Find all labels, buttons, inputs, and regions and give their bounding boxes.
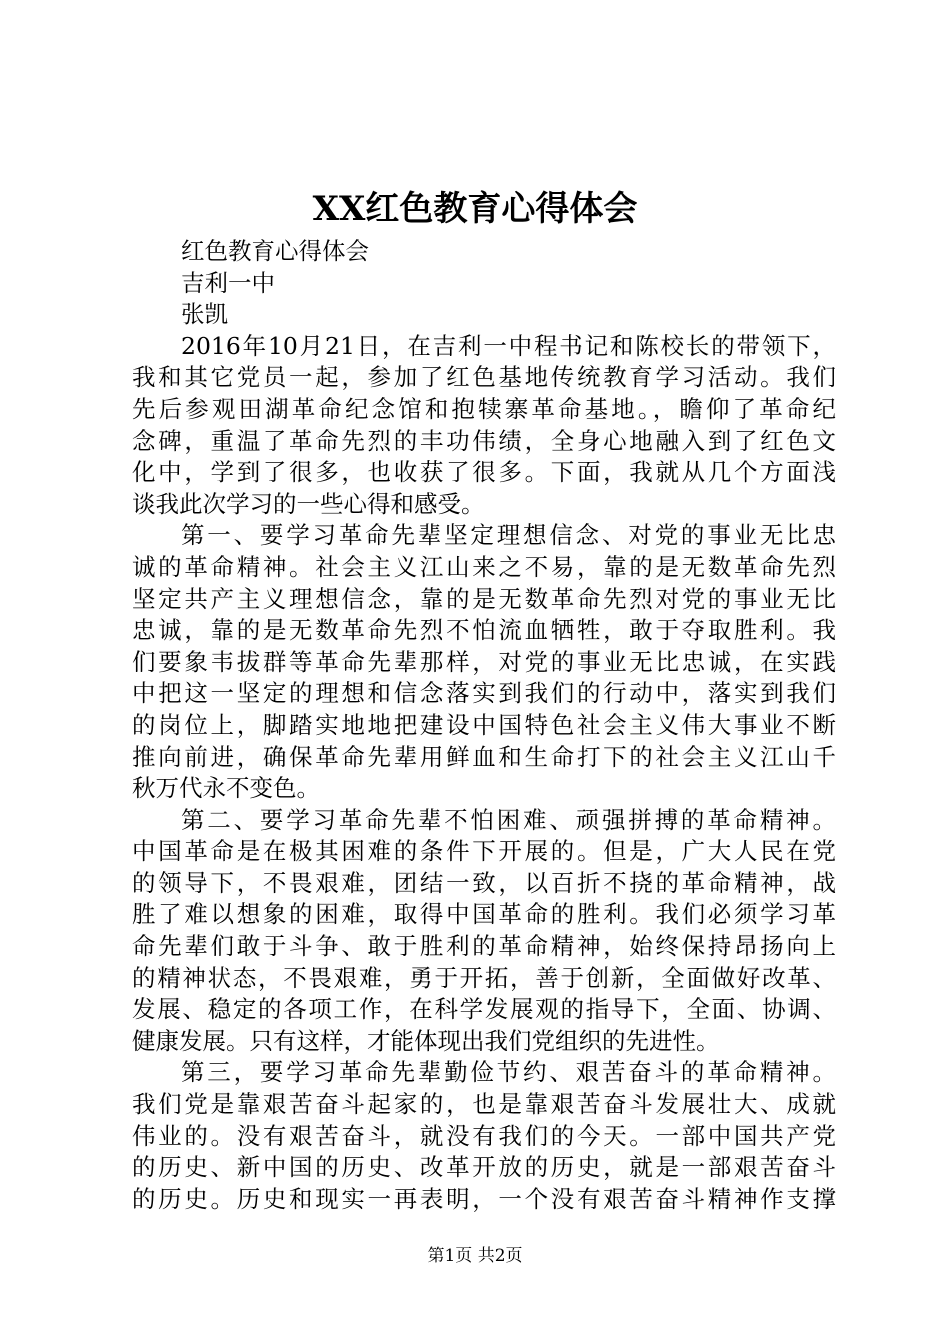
paragraph-line: 诚的革命精神。社会主义江山来之不易，靠的是无数革命先烈 bbox=[132, 552, 836, 581]
paragraph-line: 的领导下，不畏艰难，团结一致，以百折不挠的革命精神，战 bbox=[132, 868, 836, 897]
paragraph-line: 伟业的。没有艰苦奋斗，就没有我们的今天。一部中国共产党 bbox=[132, 1121, 836, 1150]
paragraph-line: 推向前进，确保革命先辈用鲜血和生命打下的社会主义江山千 bbox=[132, 742, 836, 771]
paragraph-line: 命先辈们敢于斗争、敢于胜利的革命精神，始终保持昂扬向上 bbox=[132, 932, 836, 961]
paragraph-line: 2016年10月21日，在吉利一中程书记和陈校长的带领下， bbox=[181, 331, 836, 360]
paragraph-line: 健康发展。只有这样，才能体现出我们党组织的先进性。 bbox=[132, 1026, 720, 1055]
document-title: XX红色教育心得体会 bbox=[312, 189, 638, 229]
paragraph-line: 中把这一坚定的理想和信念落实到我们的行动中，落实到我们 bbox=[132, 679, 836, 708]
paragraph-line: 的岗位上，脚踏实地地把建设中国特色社会主义伟大事业不断 bbox=[132, 710, 836, 739]
author-line: 张凯 bbox=[181, 300, 228, 329]
page-number-footer: 第1页 共2页 bbox=[427, 1246, 523, 1266]
paragraph-line: 我们党是靠艰苦奋斗起家的，也是靠艰苦奋斗发展壮大、成就 bbox=[132, 1090, 836, 1119]
paragraph-line: 的历史。历史和现实一再表明，一个没有艰苦奋斗精神作支撑 bbox=[132, 1184, 836, 1213]
paragraph-line: 先后参观田湖革命纪念馆和抱犊寨革命基地。，瞻仰了革命纪 bbox=[132, 394, 836, 423]
paragraph-line: 胜了难以想象的困难，取得中国革命的胜利。我们必须学习革 bbox=[132, 900, 836, 929]
school-line: 吉利一中 bbox=[181, 268, 275, 297]
document-body bbox=[132, 236, 836, 1215]
paragraph-line: 发展、稳定的各项工作，在科学发展观的指导下，全面、协调、 bbox=[132, 995, 836, 1024]
paragraph-line: 中国革命是在极其困难的条件下开展的。但是，广大人民在党 bbox=[132, 837, 836, 866]
paragraph-line: 第三，要学习革命先辈勤俭节约、艰苦奋斗的革命精神。 bbox=[181, 1058, 836, 1087]
paragraph-line: 我和其它党员一起，参加了红色基地传统教育学习活动。我们 bbox=[132, 363, 836, 392]
paragraph-line: 坚定共产主义理想信念，靠的是无数革命先烈对党的事业无比 bbox=[132, 584, 836, 613]
paragraph-line: 谈我此次学习的一些心得和感受。 bbox=[132, 489, 485, 518]
paragraph-line: 第一、要学习革命先辈坚定理想信念、对党的事业无比忠 bbox=[181, 521, 836, 550]
paragraph-line: 念碑，重温了革命先烈的丰功伟绩，全身心地融入到了红色文 bbox=[132, 426, 836, 455]
paragraph-line: 秋万代永不变色。 bbox=[132, 774, 320, 803]
paragraph-line: 忠诚，靠的是无数革命先烈不怕流血牺牲，敢于夺取胜利。我 bbox=[132, 616, 836, 645]
paragraph-line: 化中，学到了很多，也收获了很多。下面，我就从几个方面浅 bbox=[132, 458, 836, 487]
paragraph-line: 的历史、新中国的历史、改革开放的历史，就是一部艰苦奋斗 bbox=[132, 1153, 836, 1182]
heading-line: 红色教育心得体会 bbox=[181, 237, 369, 265]
paragraph-line: 的精神状态，不畏艰难，勇于开拓，善于创新，全面做好改革、 bbox=[132, 963, 836, 992]
paragraph-line: 第二、要学习革命先辈不怕困难、顽强拼搏的革命精神。 bbox=[181, 805, 836, 834]
paragraph-line: 们要象韦拔群等革命先辈那样，对党的事业无比忠诚，在实践 bbox=[132, 647, 836, 676]
